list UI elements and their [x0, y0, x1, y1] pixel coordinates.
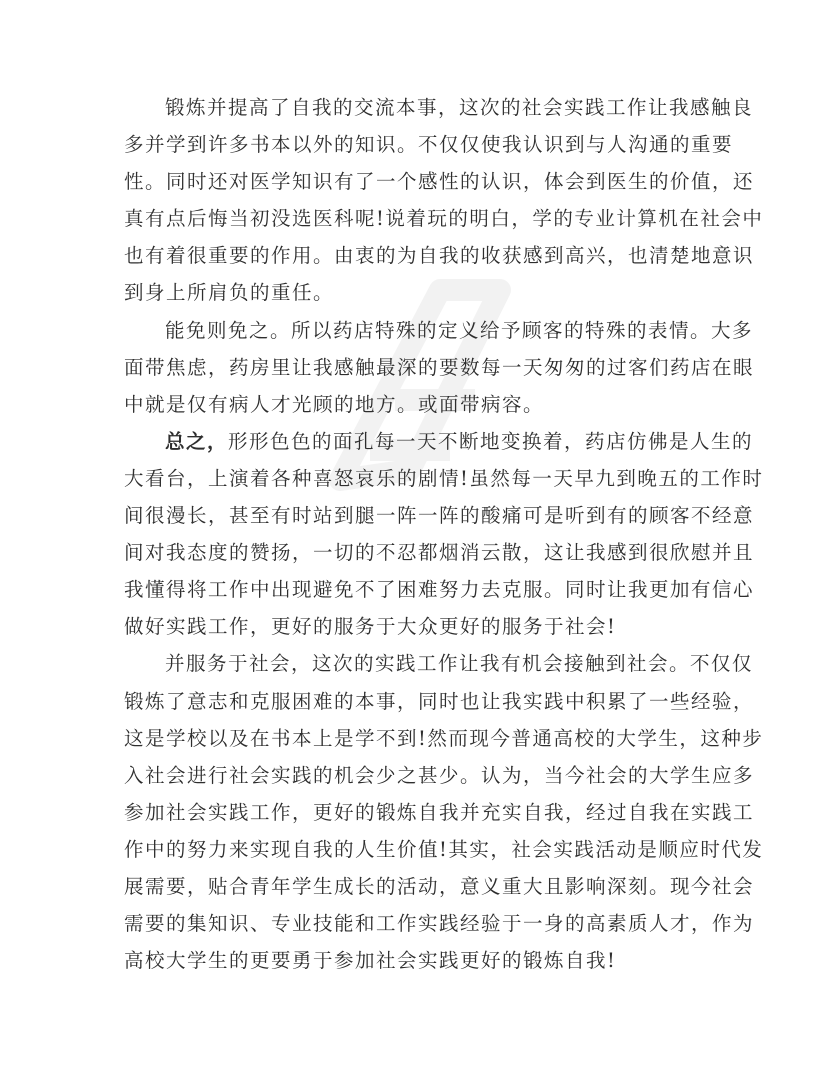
text-line: 真有点后悔当初没选医科呢!说着玩的明白，学的专业计算机在社会中 — [124, 207, 764, 231]
paragraph-3 — [124, 423, 764, 646]
text-line: 入社会进行社会实践的机会少之甚少。认为，当今社会的大学生应多 — [124, 763, 755, 787]
text-line: 锻炼并提高了自我的交流本事，这次的社会实践工作让我感触良 — [165, 96, 754, 119]
text-line: 需要的集知识、专业技能和工作实践经验于一身的高素质人才，作为 — [124, 912, 755, 936]
text-line: 高校大学生的更要勇于参加社会实践更好的锻炼自我! — [124, 949, 617, 973]
text-line: 间很漫长，甚至有时站到腿一阵一阵的酸痛可是听到有的顾客不经意 — [124, 504, 755, 528]
text-line: 性。同时还对医学知识有了一个感性的认识，体会到医生的价值，还 — [124, 170, 755, 194]
paragraph-2 — [124, 312, 755, 423]
text-line: 展需要，贴合青年学生成长的活动，意义重大且影响深刻。现今社会 — [124, 874, 755, 898]
text-line-rest: 形形色色的面孔每一天不断地变换着，药店仿佛是人生的 — [228, 429, 754, 453]
text-line: 面带焦虑，药房里让我感触最深的要数每一天匆匆的过客们药店在眼 — [124, 355, 755, 379]
text-line: 大看台，上演着各种喜怒哀乐的剧情!虽然每一天早九到晚五的工作时 — [124, 466, 764, 490]
text-line: 能免则免之。所以药店特殊的定义给予顾客的特殊的表情。大多 — [165, 318, 754, 342]
text-line: 并服务于社会，这次的实践工作让我有机会接触到社会。不仅仅 — [165, 652, 754, 676]
text-line: 这是学校以及在书本上是学不到!然而现今普通高校的大学生，这种步 — [124, 726, 764, 750]
paragraph-1 — [124, 89, 764, 312]
text-line: 到身上所肩负的重任。 — [124, 281, 335, 305]
text-line: 做好实践工作，更好的服务于大众更好的服务于社会! — [124, 615, 617, 639]
text-line: 锻炼了意志和克服困难的本事，同时也让我实践中积累了一些经验， — [124, 689, 755, 713]
text-line: 多并学到许多书本以外的知识。不仅仅使我认识到与人沟通的重要 — [124, 133, 734, 157]
text-line: 作中的努力来实现自我的人生价值!其实，社会实践活动是顺应时代发 — [124, 837, 764, 861]
text-line: 我懂得将工作中出现避免不了困难努力去克服。同时让我更加有信心 — [124, 578, 755, 602]
text-line: 间对我态度的赞扬，一切的不忍都烟消云散，这让我感到很欣慰并且 — [124, 541, 755, 565]
document-body — [124, 89, 764, 979]
bold-lead-text: 总之， — [165, 429, 229, 453]
paragraph-4 — [124, 645, 764, 979]
text-line: 参加社会实践工作，更好的锻炼自我并充实自我，经过自我在实践工 — [124, 800, 755, 824]
text-line — [124, 423, 754, 460]
text-line: 中就是仅有病人才光顾的地方。或面带病容。 — [124, 392, 545, 416]
text-line: 也有着很重要的作用。由衷的为自我的收获感到高兴，也清楚地意识 — [124, 244, 755, 268]
